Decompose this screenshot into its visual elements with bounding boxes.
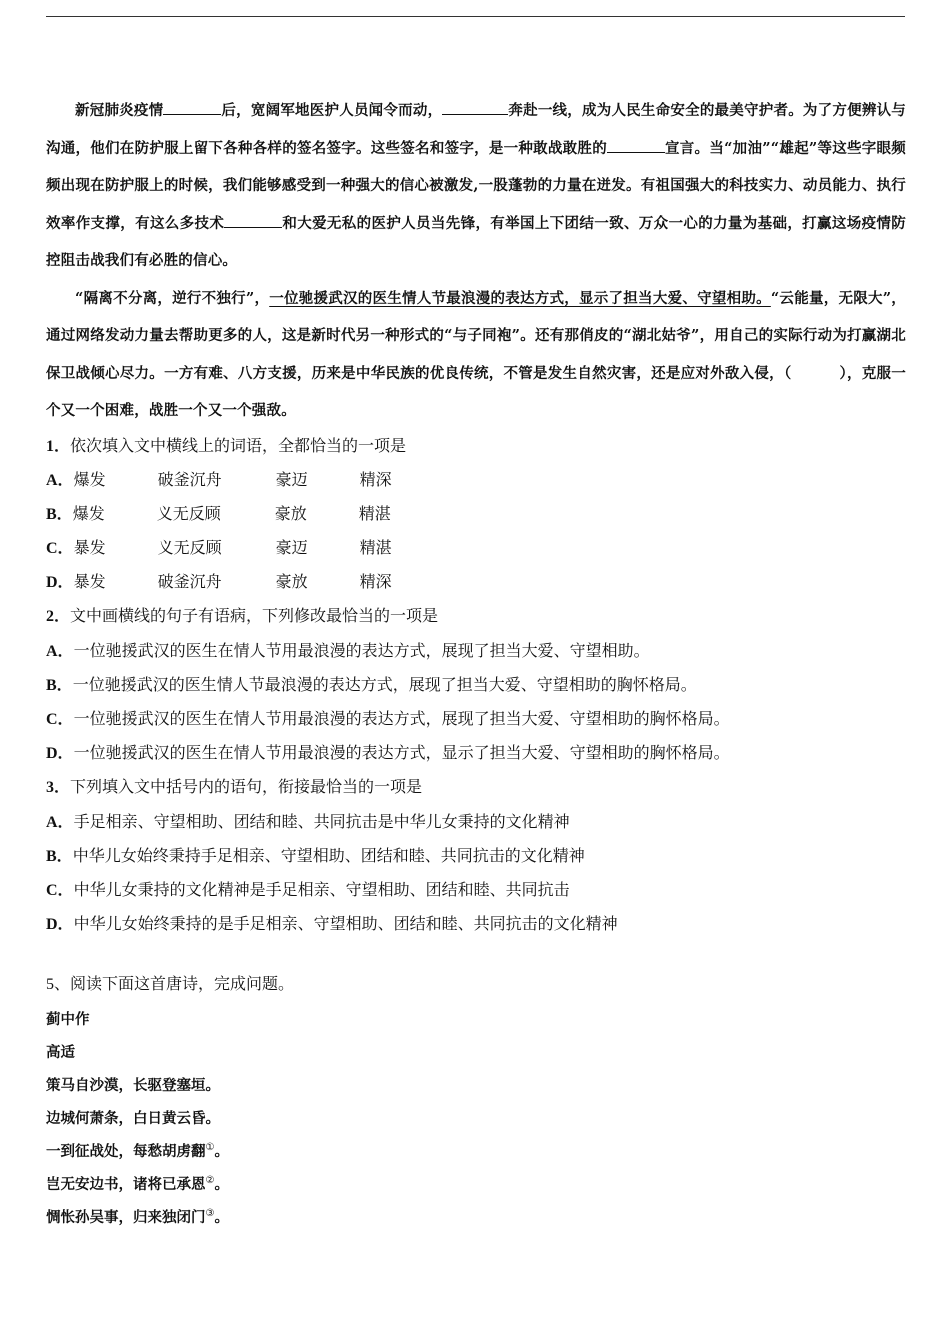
poem-author: 高适	[46, 1043, 75, 1061]
question-2-option-c: C．一位驰援武汉的医生在情人节用最浪漫的表达方式，展现了担当大爱、守望相助的胸怀格局。	[46, 711, 730, 728]
header-rule	[46, 16, 905, 17]
exam-page	[46, 92, 906, 1234]
fill-blank-3	[607, 140, 665, 153]
poem-line-1: 策马自沙漠，长驱登塞垣。	[46, 1076, 220, 1094]
poem-line-5: 惆怅孙吴事，归来独闭门③。	[46, 1207, 229, 1226]
fill-blank-2	[442, 102, 508, 115]
passage-paragraph-2: “隔离不分离，逆行不独行”，一位驰援武汉的医生情人节最浪漫的表达方式，显示了担当大爱、守望相助。“云能量，无限大”，通过网络发动力量去帮助更多的人，这是新时代另一种形式的“与子同袍”。还有那俏皮的“湖北姑爷”，用自己的实际行动为打赢湖北保卫战倾心尽力。一方有难、八方支援，历来是中华民族的优良传统，不管是发生自然灾害，还是应对外敌入侵，（ ），克服一个又一个困难，战胜一个又一个强敌。	[46, 289, 907, 419]
question-3-stem: 3．下列填入文中括号内的语句，衔接最恰当的一项是	[46, 779, 423, 797]
poem-section	[46, 968, 906, 1233]
underlined-sentence: 一位驰援武汉的医生情人节最浪漫的表达方式，显示了担当大爱、守望相助。	[269, 289, 771, 307]
question-1-option-c: C．暴发 义无反顾 豪迈 精湛	[46, 540, 392, 558]
reading-passage	[46, 92, 906, 430]
poem	[46, 1003, 906, 1234]
question-3-option-a: A．手足相亲、守望相助、团结和睦、共同抗击是中华儿女秉持的文化精神	[46, 813, 570, 831]
question-1-option-b: B．爆发 义无反顾 豪放 精湛	[46, 505, 391, 523]
question-3-option-d: D．中华儿女始终秉持的是手足相亲、守望相助、团结和睦、共同抗击的文化精神	[46, 916, 618, 934]
fill-blank-1	[163, 102, 221, 115]
poem-line-4: 岂无安边书，诸将已承恩②。	[46, 1174, 229, 1193]
footnote-marker-3: ③	[205, 1207, 215, 1219]
fill-blank-4	[224, 215, 282, 228]
question-2-option-a: A．一位驰援武汉的医生在情人节用最浪漫的表达方式，展现了担当大爱、守望相助。	[46, 642, 650, 660]
passage-paragraph-1: 新冠肺炎疫情 后，宽阔军地医护人员闻令而动， 奔赴一线，成为人民生命安全的最美守护者。为了方便辨认与沟通，他们在防护服上留下各种各样的签名签字。这些签名和签字，是一种敢战敢胜的 宣言。当“加油”“雄起”等这些字眼频频出现在防护服上的时候，我们能够感受到一种强大的信心被激发,一股蓬勃的力量在迸发。有祖国强大的科技实力、动员能力、执行效率作支撑，有这么多技术 和大爱无私的医护人员当先锋，有举国上下团结一致、万众一心的力量为基础，打赢这场疫情防控阻击战我们有必胜的信心。	[46, 102, 906, 269]
question-2-option-d: D．一位驰援武汉的医生在情人节用最浪漫的表达方式，显示了担当大爱、守望相助的胸怀格局。	[46, 745, 730, 763]
question-1-stem: 1．依次填入文中横线上的词语，全都恰当的一项是	[46, 437, 407, 455]
poem-title: 蓟中作	[46, 1010, 90, 1028]
question-3-option-c: C．中华儿女秉持的文化精神是手足相亲、守望相助、团结和睦、共同抗击	[46, 881, 570, 899]
question-2-stem: 2．文中画横线的句子有语病，下列修改最恰当的一项是	[46, 608, 439, 626]
footnote-marker-1: ①	[205, 1141, 215, 1153]
footnote-marker-2: ②	[205, 1174, 215, 1186]
poem-section-intro: 5、阅读下面这首唐诗，完成问题。	[46, 976, 295, 994]
question-list	[46, 430, 906, 943]
question-1-option-a: A．爆发 破釜沉舟 豪迈 精深	[46, 471, 392, 489]
poem-line-2: 边城何萧条，白日黄云昏。	[46, 1109, 220, 1127]
question-2-option-b: B．一位驰援武汉的医生情人节最浪漫的表达方式，展现了担当大爱、守望相助的胸怀格局。	[46, 676, 697, 694]
poem-line-3: 一到征战处，每愁胡虏翻①。	[46, 1141, 229, 1160]
question-3-option-b: B．中华儿女始终秉持手足相亲、守望相助、团结和睦、共同抗击的文化精神	[46, 847, 585, 865]
question-1-option-d: D．暴发 破釜沉舟 豪放 精深	[46, 574, 392, 592]
